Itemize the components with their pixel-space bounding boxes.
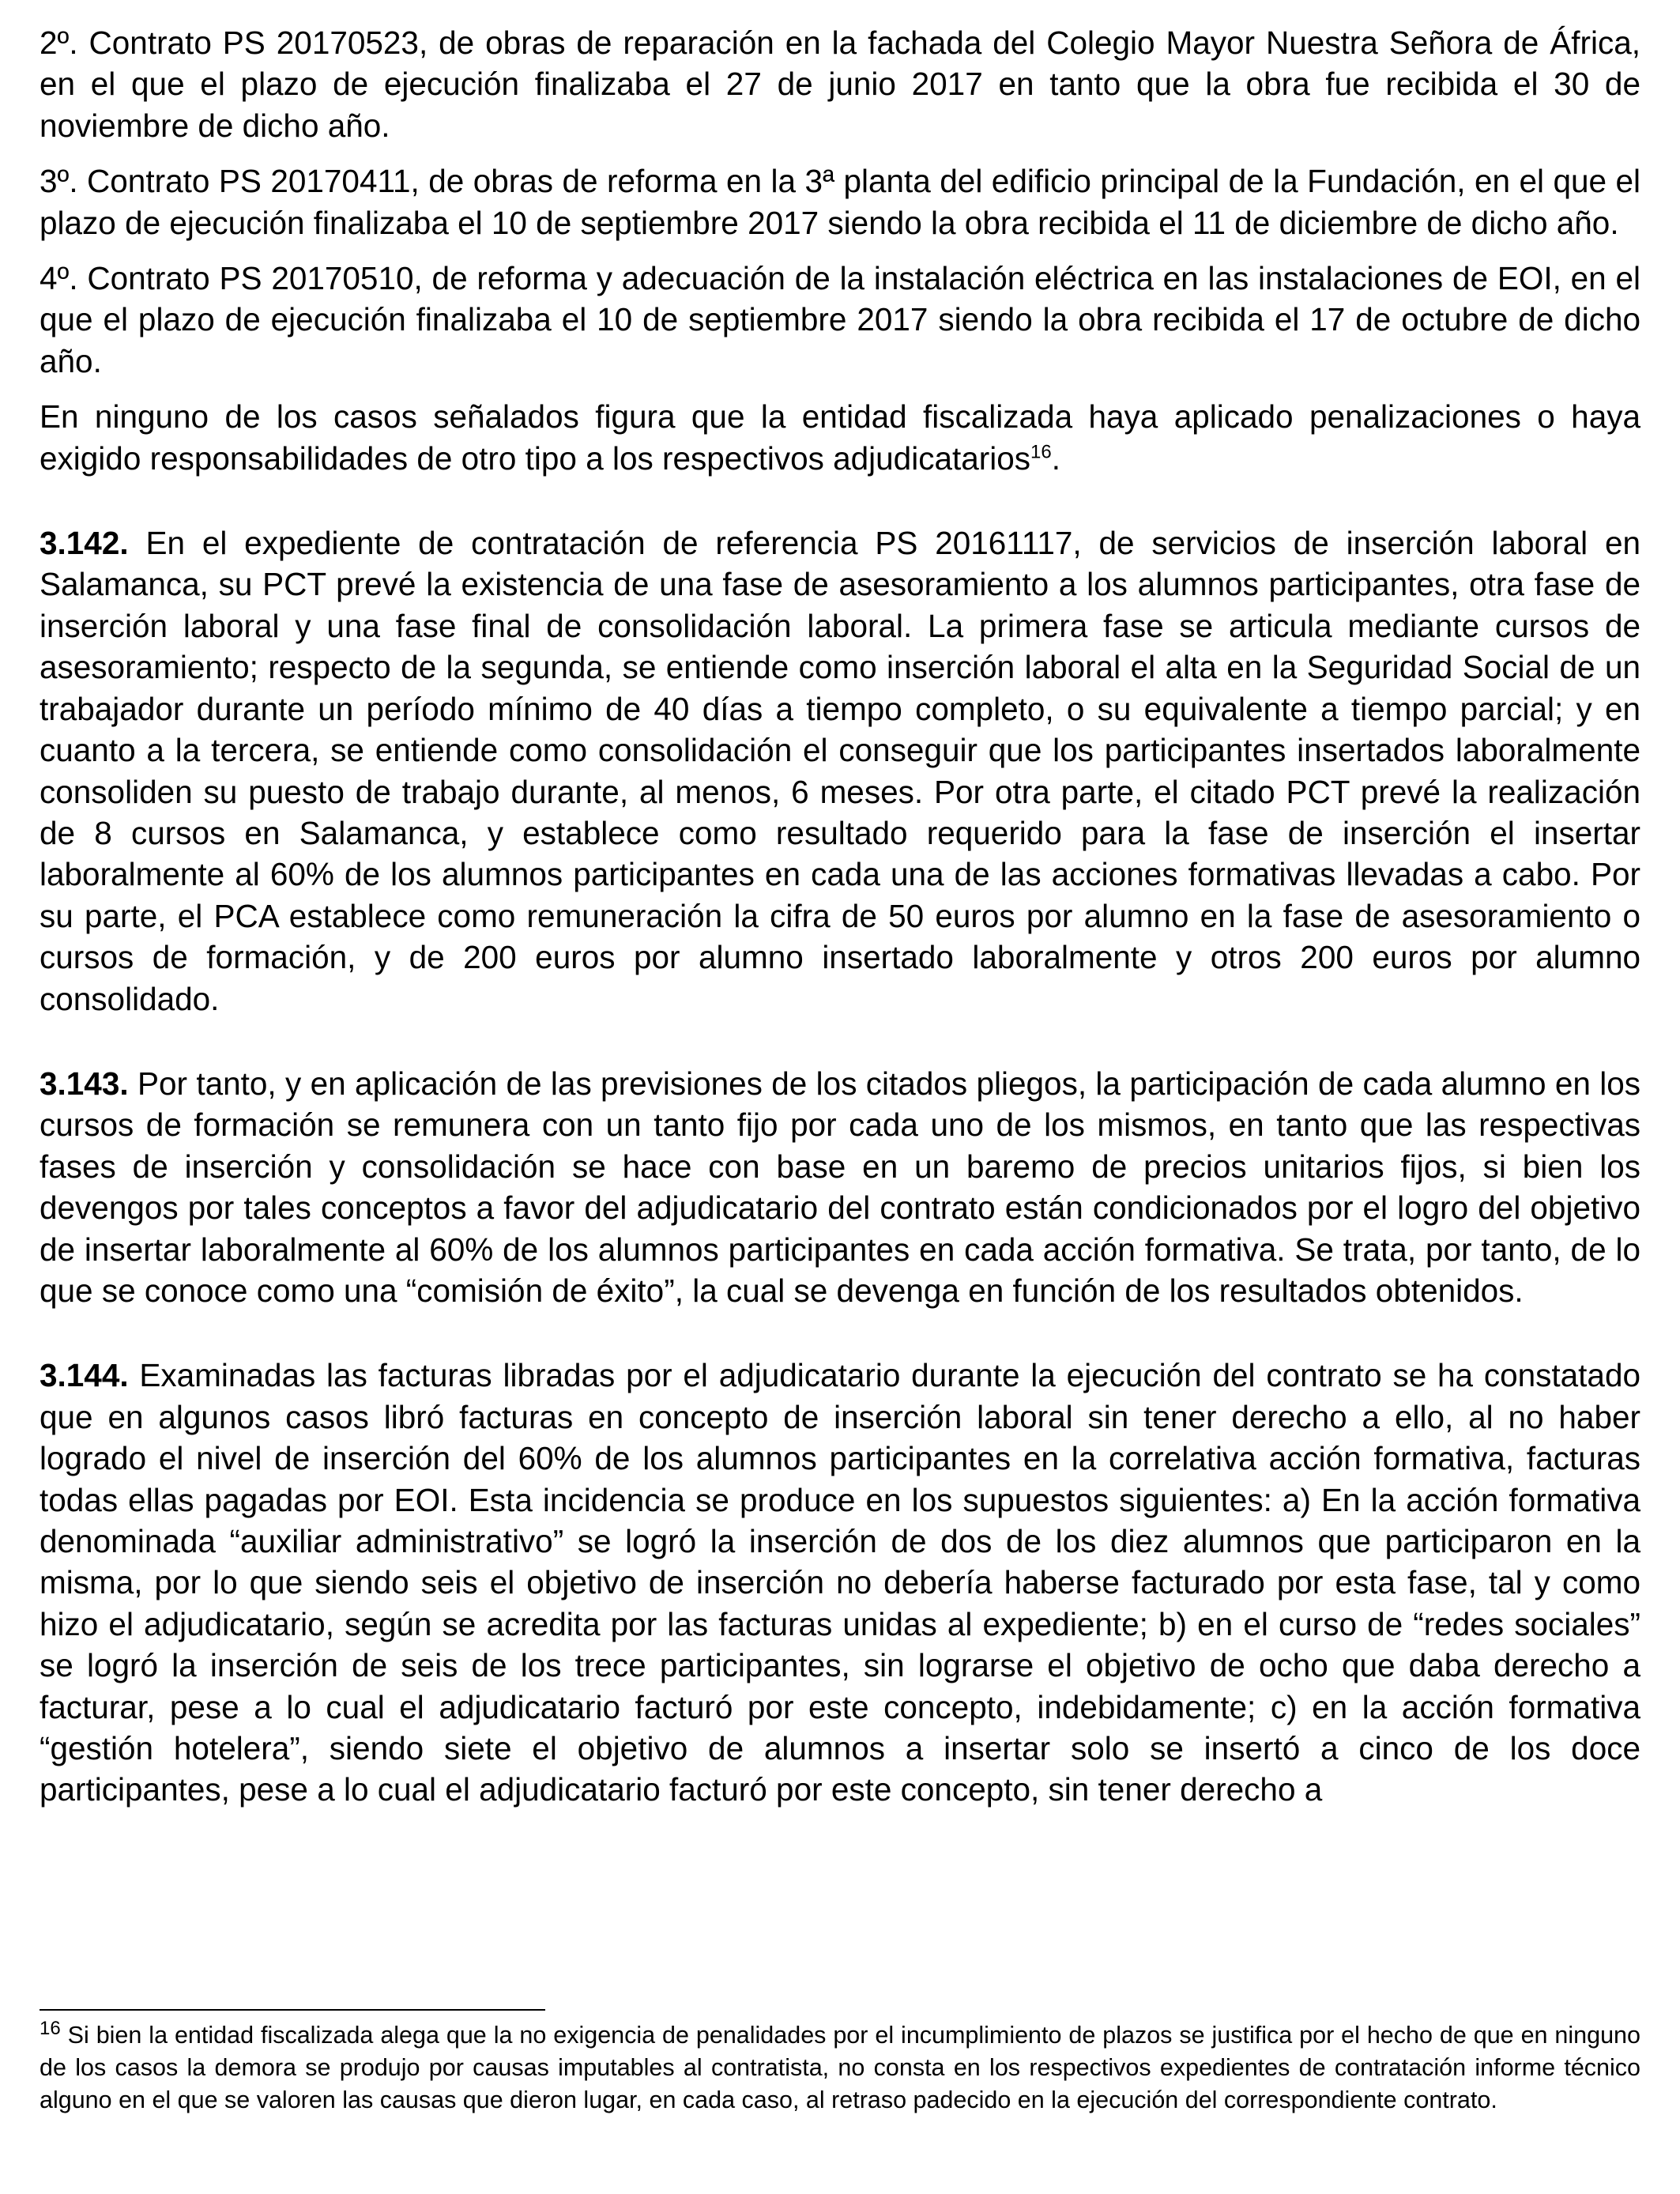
paragraph-number: 3.142. bbox=[40, 525, 129, 562]
paragraph-text: Por tanto, y en aplicación de las previsiones de los citados pliegos, la participación de cada alumno en los cursos de formación se remunera con un tanto fijo por cada uno de los mismos, en tanto que las respectivas fases de inserción y consolidación se hace con base en un baremo de precios unitarios fijos, si bien los devengos por tales conceptos a favor del adjudicatario del contrato están condicionados por el logro del objetivo de insertar laboralmente al 60% de los alumnos participantes en cada acción formativa. Se trata, por tanto, de lo que se conoce como una “comisión de éxito”, la cual se devenga en función de los resultados obtenidos. bbox=[40, 1065, 1640, 1309]
paragraph-3-144 bbox=[40, 1355, 1640, 1810]
paragraph-3-142 bbox=[40, 522, 1640, 1020]
conclusion-end: . bbox=[1051, 439, 1060, 477]
contract-item-2 bbox=[40, 22, 1640, 146]
item-marker: 2º. bbox=[40, 25, 78, 61]
paragraph-text: En el expediente de contratación de referencia PS 20161117, de servicios de inserción laboral en Salamanca, su PCT prevé la existencia de una fase de asesoramiento a los alumnos participantes, otra fase de inserción laboral y una fase final de consolidación laboral. La primera fase se articula mediante cursos de asesoramiento; respecto de la segunda, se entiende como inserción laboral el alta en la Seguridad Social de un trabajador durante un período mínimo de 40 días a tiempo completo, o su equivalente a tiempo parcial; y en cuanto a la tercera, se entiende como consolidación el conseguir que los participantes insertados laboralmente consoliden su puesto de trabajo durante, al menos, 6 meses. Por otra parte, el citado PCT prevé la realización de 8 cursos en Salamanca, y establece como resultado requerido para la fase de inserción el insertar laboralmente al 60% de los alumnos participantes en cada una de las acciones formativas llevadas a cabo. Por su parte, el PCA establece como remuneración la cifra de 50 euros por alumno en la fase de asesoramiento o cursos de formación, y de 200 euros por alumno insertado laboralmente y otros 200 euros por alumno consolidado. bbox=[40, 525, 1640, 1017]
contract-item-3 bbox=[40, 160, 1640, 243]
item-marker: 4º. bbox=[40, 260, 78, 297]
item-text: Contrato PS 20170411, de obras de reforma en la 3ª planta del edificio principal de la Fundación, en el que el plazo de ejecución finalizaba el 10 de septiembre 2017 siendo la obra recibida el 11 de diciembre de dicho año. bbox=[40, 163, 1640, 241]
item-text: Contrato PS 20170523, de obras de reparación en la fachada del Colegio Mayor Nuestra Señora de África, en el que el plazo de ejecución finalizaba el 27 de junio 2017 en tanto que la obra fue recibida el 30 de noviembre de dicho año. bbox=[40, 25, 1640, 144]
paragraph-text: Examinadas las facturas libradas por el adjudicatario durante la ejecución del contrato se ha constatado que en algunos casos libró facturas en concepto de inserción laboral sin tener derecho a ello, al no haber logrado el nivel de inserción del 60% de los alumnos participantes en la correlativa acción formativa, facturas todas ellas pagadas por EOI. Esta incidencia se produce en los supuestos siguientes: a) En la acción formativa denominada “auxiliar administrativo” se logró la inserción de dos de los diez alumnos que participaron en la misma, por lo que siendo seis el objetivo de inserción no debería haberse facturado por esta fase, tal y como hizo el adjudicatario, según se acredita por las facturas unidas al expediente; b) en el curso de “redes sociales” se logró la inserción de seis de los trece participantes, sin lograrse el objetivo de ocho que daba derecho a facturar, pese a lo cual el adjudicatario facturó por este concepto, indebidamente; c) en la acción formativa “gestión hotelera”, siendo siete el objetivo de alumnos a insertar solo se insertó a cinco de los doce participantes, pese a lo cual el adjudicatario facturó por este concepto, sin tener derecho a bbox=[40, 1357, 1640, 1808]
paragraph-3-143 bbox=[40, 1063, 1640, 1311]
item-marker: 3º. bbox=[40, 163, 78, 200]
contract-item-4 bbox=[40, 258, 1640, 382]
footnote-number: 16 bbox=[40, 2017, 61, 2039]
paragraph-number: 3.144. bbox=[40, 1357, 129, 1394]
paragraph-number: 3.143. bbox=[40, 1065, 129, 1102]
main-text bbox=[40, 22, 1640, 1811]
footnote-16 bbox=[40, 2019, 1640, 2117]
conclusion-paragraph bbox=[40, 396, 1640, 479]
footnote-text: Si bien la entidad fiscalizada alega que la no exigencia de penalidades por el incumplimiento de plazos se justifica por el hecho de que en ninguno de los casos la demora se produjo por causas imputables al contratista, no consta en los respectivos expedientes de contratación informe técnico alguno en el que se valoren las causas que dieron lugar, en cada caso, al retraso padecido en la ejecución del correspondiente contrato. bbox=[40, 2022, 1640, 2113]
conclusion-text: En ninguno de los casos señalados figura que la entidad fiscalizada haya aplicado penalizaciones o haya exigido responsabilidades de otro tipo a los respectivos adjudicatarios bbox=[40, 398, 1640, 477]
item-text: Contrato PS 20170510, de reforma y adecuación de la instalación eléctrica en las instalaciones de EOI, en el que el plazo de ejecución finalizaba el 10 de septiembre 2017 siendo la obra recibida el 17 de octubre de dicho año. bbox=[40, 260, 1640, 379]
footnote-reference: 16 bbox=[1030, 441, 1052, 463]
footnote-separator bbox=[40, 2009, 545, 2011]
